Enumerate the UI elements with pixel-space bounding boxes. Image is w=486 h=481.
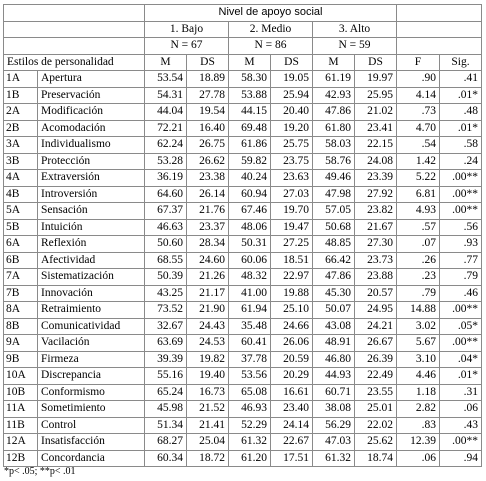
alto-ds-cell: 27.92 [355, 186, 397, 203]
medio-ds-cell: 19.20 [271, 120, 313, 137]
bajo-ds-cell: 26.75 [187, 137, 229, 154]
table-row [4, 335, 482, 352]
alto-ds-cell: 25.62 [355, 434, 397, 451]
f-value-cell: 3.10 [397, 351, 440, 368]
medio-m-cell: 48.32 [229, 269, 271, 286]
style-code-cell: 10A [4, 368, 38, 385]
style-code-cell: 5B [4, 219, 38, 236]
medio-m-cell: 61.86 [229, 137, 271, 154]
style-name-cell: Sensación [38, 203, 145, 220]
style-name-cell: Discrepancia [38, 368, 145, 385]
bajo-ds-cell: 24.60 [187, 252, 229, 269]
sig-value-cell: .00** [440, 186, 482, 203]
bajo-ds-cell: 28.34 [187, 236, 229, 253]
header-blank-cell [4, 38, 145, 55]
style-code-cell: 10B [4, 384, 38, 401]
table-row [4, 384, 482, 401]
style-name-cell: Sistematización [38, 269, 145, 286]
medio-m-cell: 37.78 [229, 351, 271, 368]
style-name-cell: Concordancia [38, 450, 145, 467]
alto-ds-cell: 23.55 [355, 384, 397, 401]
medio-m-cell: 60.41 [229, 335, 271, 352]
bajo-ds-cell: 21.90 [187, 302, 229, 319]
style-name-cell: Modificación [38, 104, 145, 121]
bajo-ds-cell: 18.89 [187, 71, 229, 88]
table-row [4, 450, 482, 467]
table-row [4, 137, 482, 154]
medio-ds-cell: 25.10 [271, 302, 313, 319]
group-title: Nivel de apoyo social [145, 5, 397, 22]
medio-m-cell: 52.29 [229, 417, 271, 434]
bajo-m-cell: 44.04 [145, 104, 187, 121]
alto-m-cell: 43.08 [313, 318, 355, 335]
bajo-m-cell: 39.39 [145, 351, 187, 368]
alto-m-cell: 47.86 [313, 269, 355, 286]
medio-m-cell: 48.06 [229, 219, 271, 236]
medio-ds-cell: 20.59 [271, 351, 313, 368]
sig-value-cell: .01* [440, 87, 482, 104]
medio-m-cell: 41.00 [229, 285, 271, 302]
sig-value-cell: .06 [440, 401, 482, 418]
medio-ds-cell: 20.29 [271, 368, 313, 385]
bajo-m-cell: 68.55 [145, 252, 187, 269]
col-ds: DS [355, 54, 397, 71]
f-value-cell: 4.14 [397, 87, 440, 104]
bajo-ds-cell: 26.62 [187, 153, 229, 170]
bajo-m-cell: 73.52 [145, 302, 187, 319]
table-row [4, 170, 482, 187]
alto-m-cell: 56.29 [313, 417, 355, 434]
style-code-cell: 1A [4, 71, 38, 88]
bajo-m-cell: 50.60 [145, 236, 187, 253]
style-code-cell: 12A [4, 434, 38, 451]
sig-value-cell: .01* [440, 120, 482, 137]
medio-m-cell: 61.32 [229, 434, 271, 451]
f-value-cell: .06 [397, 450, 440, 467]
group-label-bajo: 1. Bajo [145, 21, 229, 38]
f-value-cell: 1.18 [397, 384, 440, 401]
header-blank-cell-right [397, 5, 482, 22]
style-code-cell: 7A [4, 269, 38, 286]
bajo-m-cell: 55.16 [145, 368, 187, 385]
medio-m-cell: 60.06 [229, 252, 271, 269]
alto-ds-cell: 24.21 [355, 318, 397, 335]
alto-m-cell: 48.85 [313, 236, 355, 253]
group-n-alto: N = 59 [313, 38, 397, 55]
medio-ds-cell: 27.25 [271, 236, 313, 253]
table-row [4, 120, 482, 137]
bajo-m-cell: 67.37 [145, 203, 187, 220]
f-value-cell: .23 [397, 269, 440, 286]
bajo-ds-cell: 21.41 [187, 417, 229, 434]
table-row [4, 401, 482, 418]
bajo-ds-cell: 24.53 [187, 335, 229, 352]
alto-m-cell: 50.68 [313, 219, 355, 236]
style-code-cell: 11B [4, 417, 38, 434]
bajo-ds-cell: 23.38 [187, 170, 229, 187]
alto-ds-cell: 23.41 [355, 120, 397, 137]
footnote: *p< .05; **p< .01 [4, 466, 76, 477]
style-name-cell: Sometimiento [38, 401, 145, 418]
alto-m-cell: 60.71 [313, 384, 355, 401]
bajo-ds-cell: 27.78 [187, 87, 229, 104]
bajo-ds-cell: 23.37 [187, 219, 229, 236]
alto-ds-cell: 24.95 [355, 302, 397, 319]
alto-ds-cell: 27.30 [355, 236, 397, 253]
alto-m-cell: 58.03 [313, 137, 355, 154]
medio-m-cell: 60.94 [229, 186, 271, 203]
personality-styles-table [3, 4, 482, 467]
alto-m-cell: 57.05 [313, 203, 355, 220]
alto-m-cell: 61.32 [313, 450, 355, 467]
table-row [4, 153, 482, 170]
header-blank-cell-right [397, 38, 482, 55]
style-code-cell: 9B [4, 351, 38, 368]
bajo-m-cell: 53.28 [145, 153, 187, 170]
medio-ds-cell: 23.75 [271, 153, 313, 170]
bajo-ds-cell: 19.54 [187, 104, 229, 121]
style-code-cell: 3B [4, 153, 38, 170]
sig-value-cell: .01* [440, 368, 482, 385]
col-sig: Sig. [440, 54, 482, 71]
col-f: F [397, 54, 440, 71]
table-row [4, 351, 482, 368]
row-header: Estilos de personalidad [4, 54, 145, 71]
bajo-m-cell: 63.69 [145, 335, 187, 352]
f-value-cell: .79 [397, 285, 440, 302]
medio-ds-cell: 27.03 [271, 186, 313, 203]
table-row [4, 104, 482, 121]
style-name-cell: Insatisfacción [38, 434, 145, 451]
f-value-cell: 12.39 [397, 434, 440, 451]
bajo-m-cell: 54.31 [145, 87, 187, 104]
medio-ds-cell: 23.63 [271, 170, 313, 187]
f-value-cell: 2.82 [397, 401, 440, 418]
medio-ds-cell: 19.88 [271, 285, 313, 302]
stats-table-container [3, 4, 482, 467]
medio-ds-cell: 19.47 [271, 219, 313, 236]
medio-ds-cell: 19.70 [271, 203, 313, 220]
style-name-cell: Vacilación [38, 335, 145, 352]
alto-ds-cell: 22.02 [355, 417, 397, 434]
f-value-cell: 4.70 [397, 120, 440, 137]
header-row-title [4, 5, 482, 22]
sig-value-cell: .46 [440, 285, 482, 302]
style-code-cell: 8B [4, 318, 38, 335]
bajo-m-cell: 45.98 [145, 401, 187, 418]
medio-m-cell: 67.46 [229, 203, 271, 220]
medio-ds-cell: 26.06 [271, 335, 313, 352]
header-row-columns [4, 54, 482, 71]
medio-m-cell: 69.48 [229, 120, 271, 137]
alto-m-cell: 61.19 [313, 71, 355, 88]
f-value-cell: .07 [397, 236, 440, 253]
f-value-cell: 5.22 [397, 170, 440, 187]
medio-m-cell: 61.94 [229, 302, 271, 319]
medio-m-cell: 44.15 [229, 104, 271, 121]
alto-ds-cell: 18.74 [355, 450, 397, 467]
bajo-ds-cell: 21.26 [187, 269, 229, 286]
medio-ds-cell: 24.14 [271, 417, 313, 434]
group-label-medio: 2. Medio [229, 21, 313, 38]
style-name-cell: Intuición [38, 219, 145, 236]
bajo-ds-cell: 25.04 [187, 434, 229, 451]
bajo-m-cell: 53.54 [145, 71, 187, 88]
table-row [4, 368, 482, 385]
col-ds: DS [271, 54, 313, 71]
bajo-ds-cell: 16.73 [187, 384, 229, 401]
table-row [4, 203, 482, 220]
style-name-cell: Firmeza [38, 351, 145, 368]
f-value-cell: 5.67 [397, 335, 440, 352]
bajo-m-cell: 50.39 [145, 269, 187, 286]
sig-value-cell: .04* [440, 351, 482, 368]
bajo-ds-cell: 19.40 [187, 368, 229, 385]
alto-ds-cell: 25.01 [355, 401, 397, 418]
medio-ds-cell: 18.51 [271, 252, 313, 269]
bajo-ds-cell: 18.72 [187, 450, 229, 467]
sig-value-cell: .43 [440, 417, 482, 434]
alto-m-cell: 47.03 [313, 434, 355, 451]
f-value-cell: 4.93 [397, 203, 440, 220]
alto-ds-cell: 26.39 [355, 351, 397, 368]
bajo-ds-cell: 19.82 [187, 351, 229, 368]
bajo-m-cell: 64.60 [145, 186, 187, 203]
f-value-cell: .73 [397, 104, 440, 121]
bajo-m-cell: 46.63 [145, 219, 187, 236]
medio-m-cell: 65.08 [229, 384, 271, 401]
alto-ds-cell: 23.82 [355, 203, 397, 220]
alto-ds-cell: 23.39 [355, 170, 397, 187]
alto-ds-cell: 25.95 [355, 87, 397, 104]
sig-value-cell: .48 [440, 104, 482, 121]
alto-ds-cell: 22.49 [355, 368, 397, 385]
alto-m-cell: 66.42 [313, 252, 355, 269]
table-row [4, 219, 482, 236]
medio-m-cell: 35.48 [229, 318, 271, 335]
medio-m-cell: 53.56 [229, 368, 271, 385]
sig-value-cell: .77 [440, 252, 482, 269]
medio-m-cell: 61.20 [229, 450, 271, 467]
alto-ds-cell: 24.08 [355, 153, 397, 170]
medio-m-cell: 58.30 [229, 71, 271, 88]
medio-ds-cell: 23.40 [271, 401, 313, 418]
f-value-cell: .54 [397, 137, 440, 154]
style-code-cell: 7B [4, 285, 38, 302]
f-value-cell: .57 [397, 219, 440, 236]
style-name-cell: Protección [38, 153, 145, 170]
bajo-m-cell: 43.25 [145, 285, 187, 302]
header-blank-cell-right [397, 21, 482, 38]
medio-m-cell: 46.93 [229, 401, 271, 418]
sig-value-cell: .56 [440, 219, 482, 236]
style-name-cell: Preservación [38, 87, 145, 104]
sig-value-cell: .00** [440, 434, 482, 451]
f-value-cell: .26 [397, 252, 440, 269]
group-label-alto: 3. Alto [313, 21, 397, 38]
style-code-cell: 11A [4, 401, 38, 418]
medio-ds-cell: 16.61 [271, 384, 313, 401]
style-code-cell: 6A [4, 236, 38, 253]
alto-ds-cell: 19.97 [355, 71, 397, 88]
alto-ds-cell: 22.15 [355, 137, 397, 154]
table-row [4, 71, 482, 88]
alto-ds-cell: 20.57 [355, 285, 397, 302]
medio-ds-cell: 17.51 [271, 450, 313, 467]
sig-value-cell: .00** [440, 302, 482, 319]
header-blank-cell [4, 21, 145, 38]
col-m: M [145, 54, 187, 71]
medio-ds-cell: 19.05 [271, 71, 313, 88]
sig-value-cell: .94 [440, 450, 482, 467]
style-code-cell: 4B [4, 186, 38, 203]
col-ds: DS [187, 54, 229, 71]
col-m: M [313, 54, 355, 71]
table-row [4, 302, 482, 319]
alto-ds-cell: 23.73 [355, 252, 397, 269]
alto-m-cell: 48.91 [313, 335, 355, 352]
alto-m-cell: 49.46 [313, 170, 355, 187]
medio-ds-cell: 20.40 [271, 104, 313, 121]
alto-m-cell: 38.08 [313, 401, 355, 418]
medio-m-cell: 53.88 [229, 87, 271, 104]
medio-ds-cell: 25.94 [271, 87, 313, 104]
alto-m-cell: 45.30 [313, 285, 355, 302]
sig-value-cell: .00** [440, 203, 482, 220]
sig-value-cell: .79 [440, 269, 482, 286]
style-code-cell: 4A [4, 170, 38, 187]
style-code-cell: 1B [4, 87, 38, 104]
bajo-m-cell: 32.67 [145, 318, 187, 335]
f-value-cell: 6.81 [397, 186, 440, 203]
bajo-m-cell: 65.24 [145, 384, 187, 401]
table-row [4, 417, 482, 434]
alto-ds-cell: 23.88 [355, 269, 397, 286]
alto-m-cell: 42.93 [313, 87, 355, 104]
table-row [4, 269, 482, 286]
sig-value-cell: .05* [440, 318, 482, 335]
style-name-cell: Extraversión [38, 170, 145, 187]
alto-m-cell: 47.86 [313, 104, 355, 121]
alto-ds-cell: 21.02 [355, 104, 397, 121]
f-value-cell: 4.46 [397, 368, 440, 385]
medio-ds-cell: 25.75 [271, 137, 313, 154]
sig-value-cell: .41 [440, 71, 482, 88]
table-row [4, 252, 482, 269]
f-value-cell: 1.42 [397, 153, 440, 170]
bajo-m-cell: 68.27 [145, 434, 187, 451]
table-row [4, 236, 482, 253]
sig-value-cell: .24 [440, 153, 482, 170]
group-n-bajo: N = 67 [145, 38, 229, 55]
alto-m-cell: 47.98 [313, 186, 355, 203]
bajo-m-cell: 62.24 [145, 137, 187, 154]
f-value-cell: .90 [397, 71, 440, 88]
sig-value-cell: .58 [440, 137, 482, 154]
style-name-cell: Apertura [38, 71, 145, 88]
header-row-groups [4, 21, 482, 38]
sig-value-cell: .00** [440, 335, 482, 352]
style-name-cell: Individualismo [38, 137, 145, 154]
table-row [4, 434, 482, 451]
medio-m-cell: 59.82 [229, 153, 271, 170]
medio-ds-cell: 22.67 [271, 434, 313, 451]
table-row [4, 87, 482, 104]
header-blank-cell [4, 5, 145, 22]
style-code-cell: 9A [4, 335, 38, 352]
table-row [4, 285, 482, 302]
table-body [4, 71, 482, 467]
style-code-cell: 5A [4, 203, 38, 220]
bajo-m-cell: 36.19 [145, 170, 187, 187]
bajo-ds-cell: 16.40 [187, 120, 229, 137]
group-n-medio: N = 86 [229, 38, 313, 55]
style-name-cell: Innovación [38, 285, 145, 302]
sig-value-cell: .93 [440, 236, 482, 253]
alto-m-cell: 61.80 [313, 120, 355, 137]
alto-m-cell: 50.07 [313, 302, 355, 319]
style-code-cell: 12B [4, 450, 38, 467]
medio-ds-cell: 24.66 [271, 318, 313, 335]
style-name-cell: Introversión [38, 186, 145, 203]
alto-m-cell: 58.76 [313, 153, 355, 170]
alto-ds-cell: 21.67 [355, 219, 397, 236]
style-name-cell: Retraimiento [38, 302, 145, 319]
style-name-cell: Comunicatividad [38, 318, 145, 335]
bajo-m-cell: 51.34 [145, 417, 187, 434]
sig-value-cell: .31 [440, 384, 482, 401]
bajo-ds-cell: 21.17 [187, 285, 229, 302]
style-code-cell: 2A [4, 104, 38, 121]
style-name-cell: Afectividad [38, 252, 145, 269]
style-name-cell: Reflexión [38, 236, 145, 253]
alto-m-cell: 44.93 [313, 368, 355, 385]
alto-m-cell: 46.80 [313, 351, 355, 368]
bajo-ds-cell: 24.43 [187, 318, 229, 335]
f-value-cell: .83 [397, 417, 440, 434]
table-row [4, 318, 482, 335]
style-code-cell: 8A [4, 302, 38, 319]
sig-value-cell: .00** [440, 170, 482, 187]
header-row-n [4, 38, 482, 55]
style-code-cell: 2B [4, 120, 38, 137]
style-code-cell: 6B [4, 252, 38, 269]
table-row [4, 186, 482, 203]
style-name-cell: Control [38, 417, 145, 434]
medio-ds-cell: 22.97 [271, 269, 313, 286]
medio-m-cell: 40.24 [229, 170, 271, 187]
alto-ds-cell: 26.67 [355, 335, 397, 352]
style-name-cell: Acomodación [38, 120, 145, 137]
bajo-ds-cell: 26.14 [187, 186, 229, 203]
f-value-cell: 3.02 [397, 318, 440, 335]
medio-m-cell: 50.31 [229, 236, 271, 253]
style-code-cell: 3A [4, 137, 38, 154]
bajo-ds-cell: 21.76 [187, 203, 229, 220]
f-value-cell: 14.88 [397, 302, 440, 319]
bajo-m-cell: 60.34 [145, 450, 187, 467]
style-name-cell: Conformismo [38, 384, 145, 401]
bajo-ds-cell: 21.52 [187, 401, 229, 418]
col-m: M [229, 54, 271, 71]
bajo-m-cell: 72.21 [145, 120, 187, 137]
